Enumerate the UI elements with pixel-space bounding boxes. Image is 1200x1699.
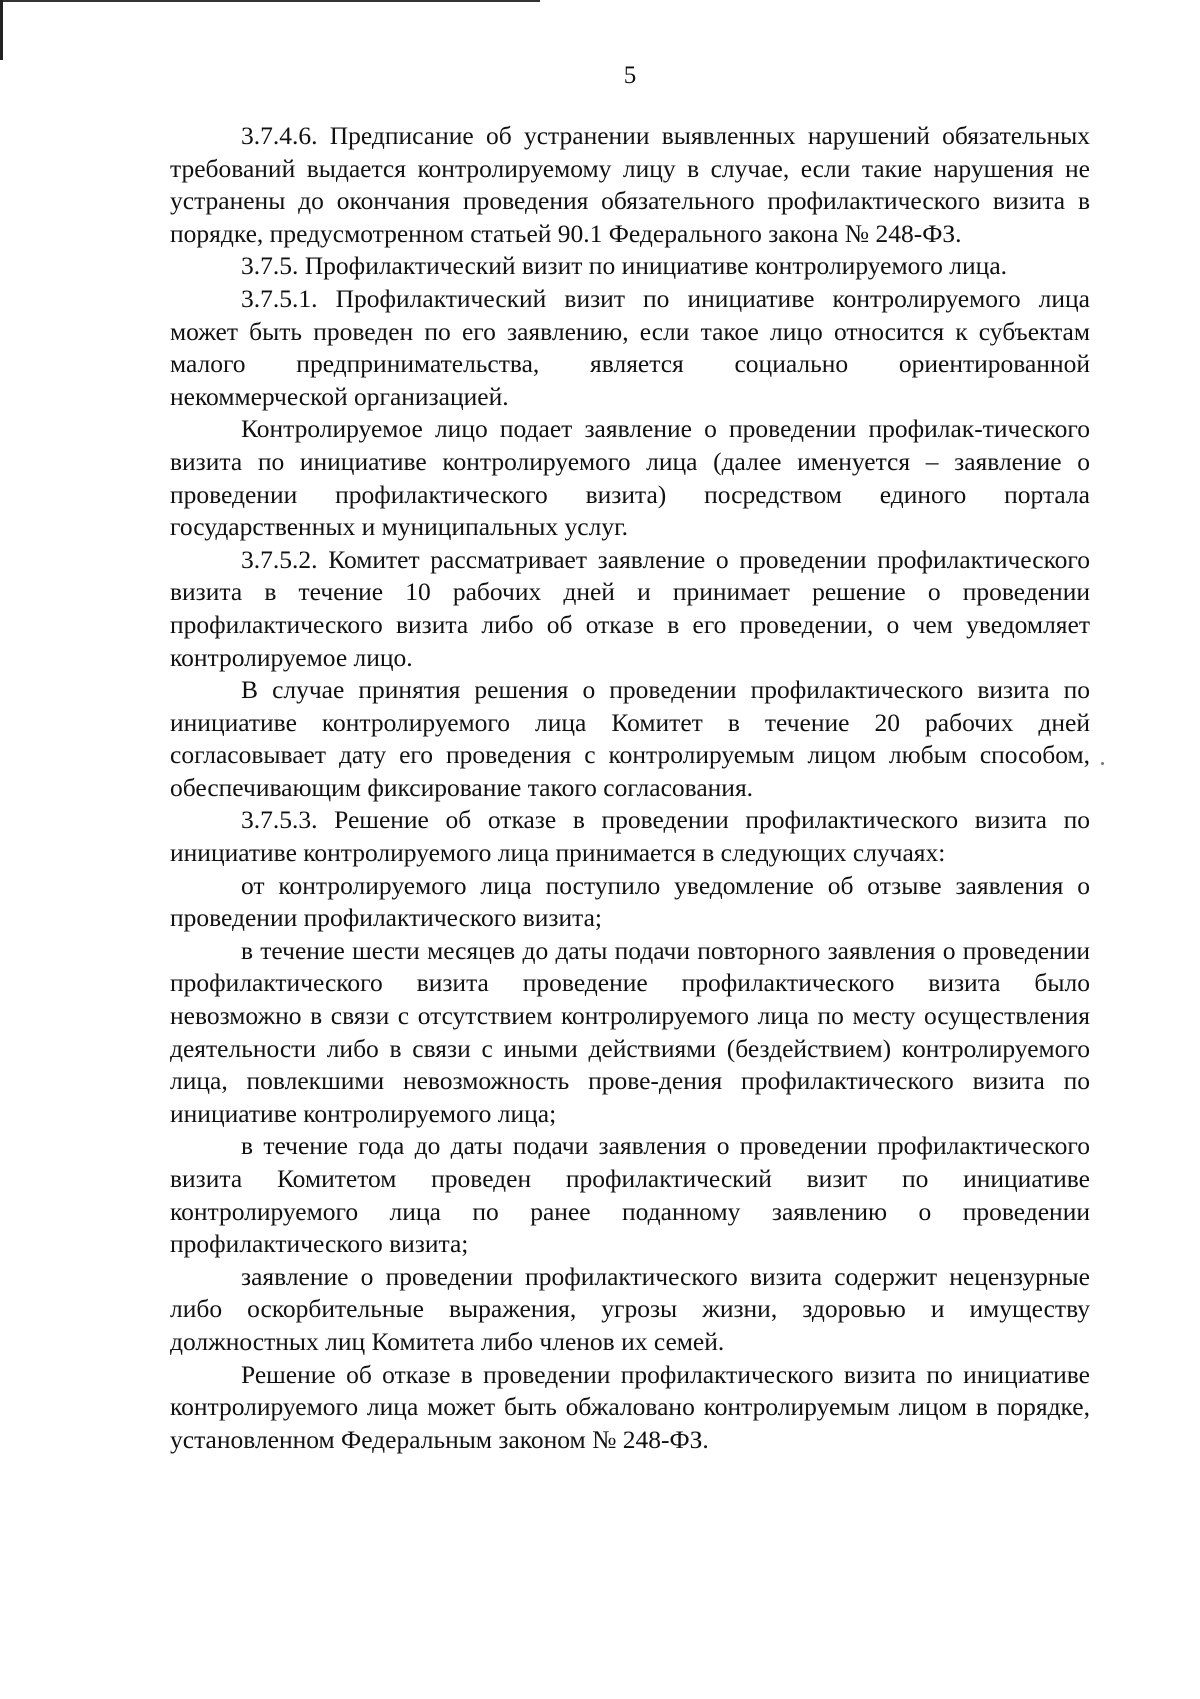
paragraph-appeal: Решение об отказе в проведении профилактического визита по инициативе контролируемого лица может быть обжаловано контролируемым лицом в порядке, установленном Федеральным законом № 248-ФЗ. bbox=[170, 1359, 1090, 1454]
paragraph-3-7-5-1: 3.7.5.1. Профилактический визит по инициативе контролируемого лица может быть проведен по его заявлению, если такое лицо относится к субъектам малого предпринимательства, является социально ориентированной некоммерческой организацией. bbox=[170, 283, 1090, 411]
paragraph-3-7-4-6: 3.7.4.6. Предписание об устранении выявленных нарушений обязательных требований выдается контролируемому лицу в случае, если такие нарушения не устранены до окончания проведения обязательного профилактического визита в порядке, предусмотренном статьей 90.1 Федерального закона № 248-ФЗ. bbox=[170, 121, 1090, 248]
refusal-case-absence: в течение шести месяцев до даты подачи повторного заявления о проведении профилактического визита проведение профилактического визита было невозможно в связи с отсутствием контролируемого лица по месту осуществления деятельности либо в связи с иными действиями (бездействием) контролируемого лица, повлекшими невозможность прове-дения профилактического визита по инициативе контролируемого лица; bbox=[170, 935, 1090, 1128]
paragraph-application-submission: Контролируемое лицо подает заявление о проведении профилак-тического визита по инициативе контролируемого лица (далее именуется – заявление о проведении профилактического визита) посредством единого портала государственных и муниципальных услуг. bbox=[170, 414, 1090, 542]
refusal-case-offensive-content: заявление о проведении профилактического визита содержит нецензурные либо оскорбительные выражения, угрозы жизни, здоровью и имуществу должностных лиц Комитета либо членов их семей. bbox=[170, 1261, 1090, 1356]
paragraph-3-7-5-2: 3.7.5.2. Комитет рассматривает заявление о проведении профилактического визита в течение 10 рабочих дней и принимает решение о проведении профилактического визита либо об отказе в его проведении, о чем уведомляет контролируемое лицо. bbox=[170, 544, 1090, 672]
refusal-case-withdrawal: от контролируемого лица поступило уведомление об отзыве заявления о проведении профилактического визита; bbox=[170, 870, 1090, 933]
document-body bbox=[170, 120, 1090, 1456]
scan-speck bbox=[1101, 762, 1104, 765]
scan-edge-left bbox=[0, 0, 3, 60]
refusal-case-repeat-visit: в течение года до даты подачи заявления о проведении профилактического визита Комитетом проведен профилактический визит по инициативе контролируемого лица по ранее поданному заявлению о проведении профилактического визита; bbox=[170, 1131, 1090, 1259]
paragraph-3-7-5: 3.7.5. Профилактический визит по инициативе контролируемого лица. bbox=[241, 251, 1008, 281]
page-number: 5 bbox=[623, 62, 637, 89]
scan-edge-top bbox=[0, 0, 540, 2]
paragraph-date-agreement: В случае принятия решения о проведении профилактического визита по инициативе контролируемого лица Комитет в течение 20 рабочих дней согласовывает дату его проведения с контролируемым лицом любым способом, обеспечивающим фиксирование такого согласования. bbox=[170, 675, 1090, 802]
paragraph-3-7-5-3: 3.7.5.3. Решение об отказе в проведении профилактического визита по инициативе контролируемого лица принимается в следующих случаях: bbox=[170, 805, 1090, 868]
